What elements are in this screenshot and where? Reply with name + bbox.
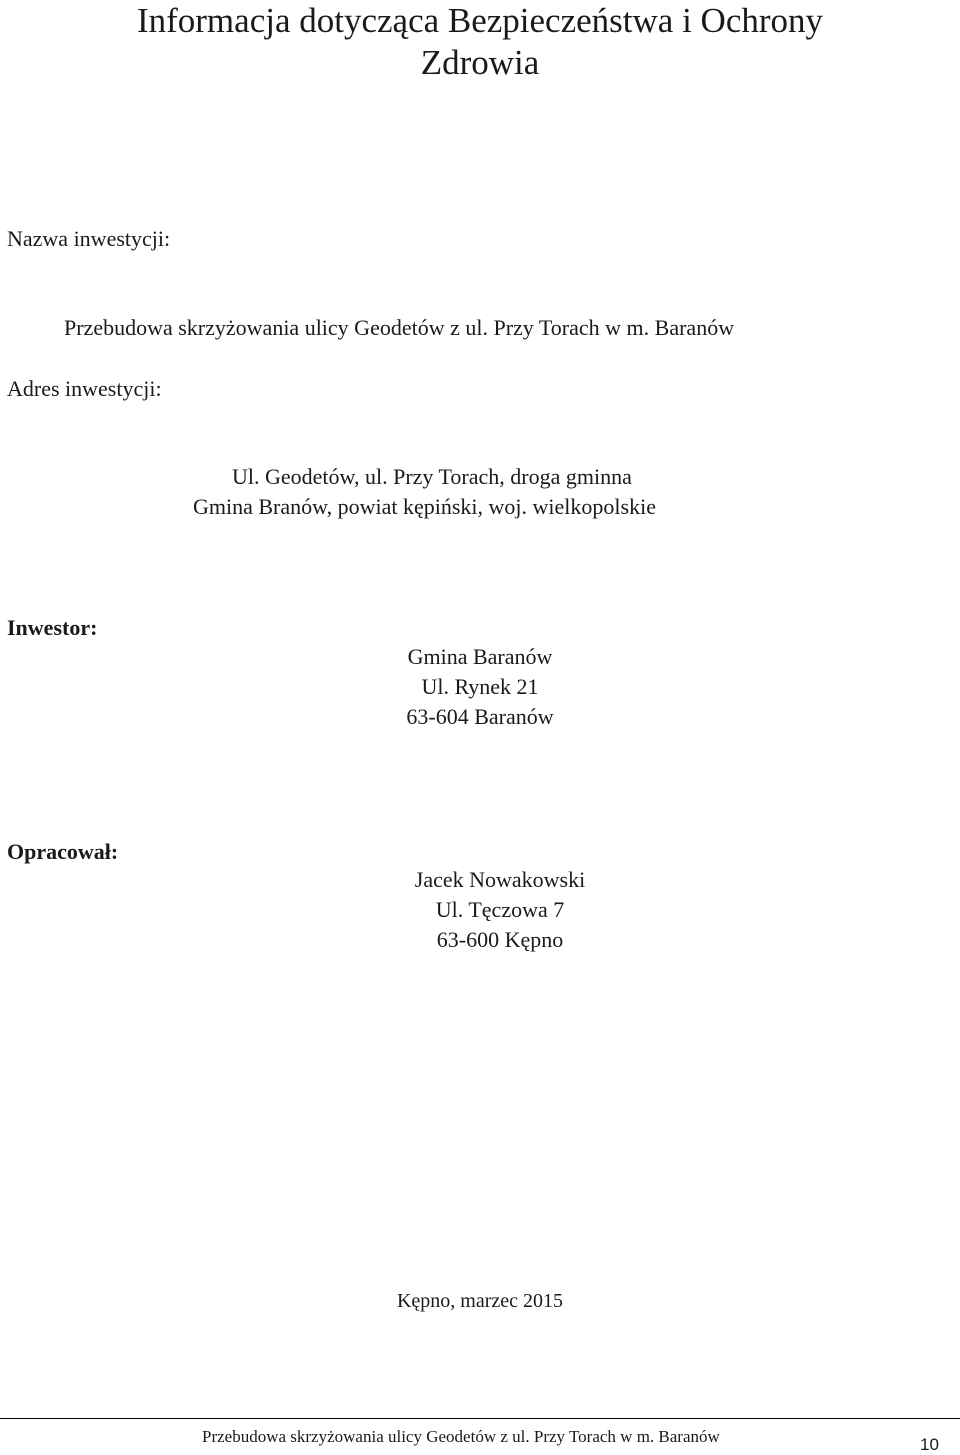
author-name: Jacek Nowakowski (414, 867, 586, 892)
investor-label: Inwestor: (7, 615, 98, 640)
investor-postal: 63-604 Baranów (406, 704, 554, 729)
place-and-date: Kępno, marzec 2015 (396, 1290, 564, 1312)
author-postal: 63-600 Kępno (436, 927, 564, 952)
investment-address-line-1: Ul. Geodetów, ul. Przy Torach, droga gminna (232, 464, 632, 489)
investment-name-label: Nazwa inwestycji: (7, 226, 171, 251)
document-title-line-1: Informacja dotycząca Bezpieczeństwa i Ochrony (136, 1, 824, 40)
document-title-line-2: Zdrowia (420, 43, 540, 82)
investment-address-line-2: Gmina Branów, powiat kępiński, woj. wielkopolskie (193, 494, 656, 519)
author-street: Ul. Tęczowa 7 (435, 897, 565, 922)
investment-address-label: Adres inwestycji: (7, 376, 162, 401)
investor-street: Ul. Rynek 21 (421, 674, 539, 699)
investment-name-value: Przebudowa skrzyżowania ulicy Geodetów z ul. Przy Torach w m. Baranów (64, 315, 735, 340)
footer-divider (0, 1418, 960, 1419)
author-label: Opracował: (7, 839, 119, 864)
investor-name: Gmina Baranów (407, 644, 553, 669)
page-number: 10 (920, 1435, 939, 1454)
footer-text: Przebudowa skrzyżowania ulicy Geodetów z ul. Przy Torach w m. Baranów (202, 1427, 720, 1446)
